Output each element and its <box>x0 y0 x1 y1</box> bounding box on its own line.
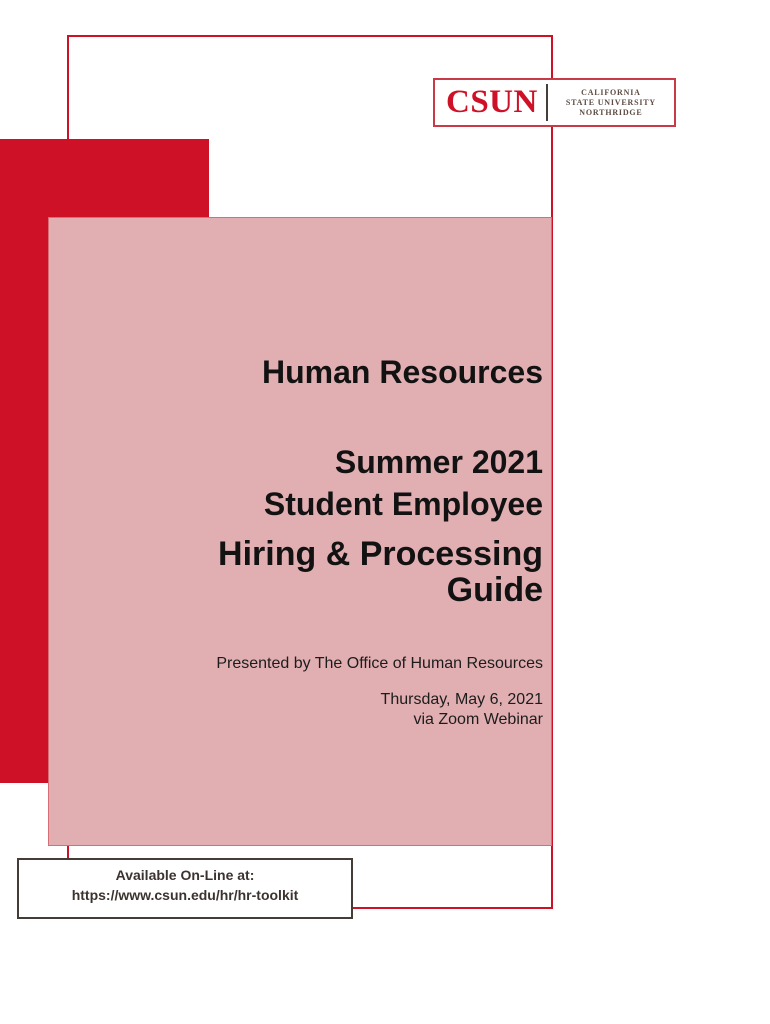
event-via-text: via Zoom Webinar <box>413 711 543 728</box>
pink-cover-panel <box>48 217 552 846</box>
availability-url-link[interactable]: https://www.csun.edu/hr/hr-toolkit <box>71 887 299 903</box>
event-date-text: Thursday, May 6, 2021 <box>380 691 543 708</box>
cover-guide-title-line: Guide <box>446 571 543 609</box>
cover-subtitle-line: Summer 2021 <box>334 444 543 480</box>
cover-title-department: Human Resources <box>262 354 543 390</box>
university-name-line: STATE UNIVERSITY <box>565 97 656 107</box>
cover-subtitle-line: Student Employee <box>263 486 543 522</box>
csun-wordmark: CSUN <box>446 84 538 120</box>
cover-guide-title-line: Hiring & Processing <box>218 535 543 573</box>
csun-logo <box>433 78 676 127</box>
university-name <box>548 88 674 118</box>
availability-box <box>17 858 353 919</box>
cover-guide-title <box>60 536 543 608</box>
presented-by-text: Presented by The Office of Human Resources <box>216 655 543 672</box>
cover-subtitle <box>60 441 543 525</box>
university-name-line: CALIFORNIA <box>581 87 641 97</box>
availability-label: Available On-Line at: <box>115 867 255 883</box>
event-date-block <box>60 690 543 730</box>
university-name-line: NORTHRIDGE <box>579 107 643 117</box>
